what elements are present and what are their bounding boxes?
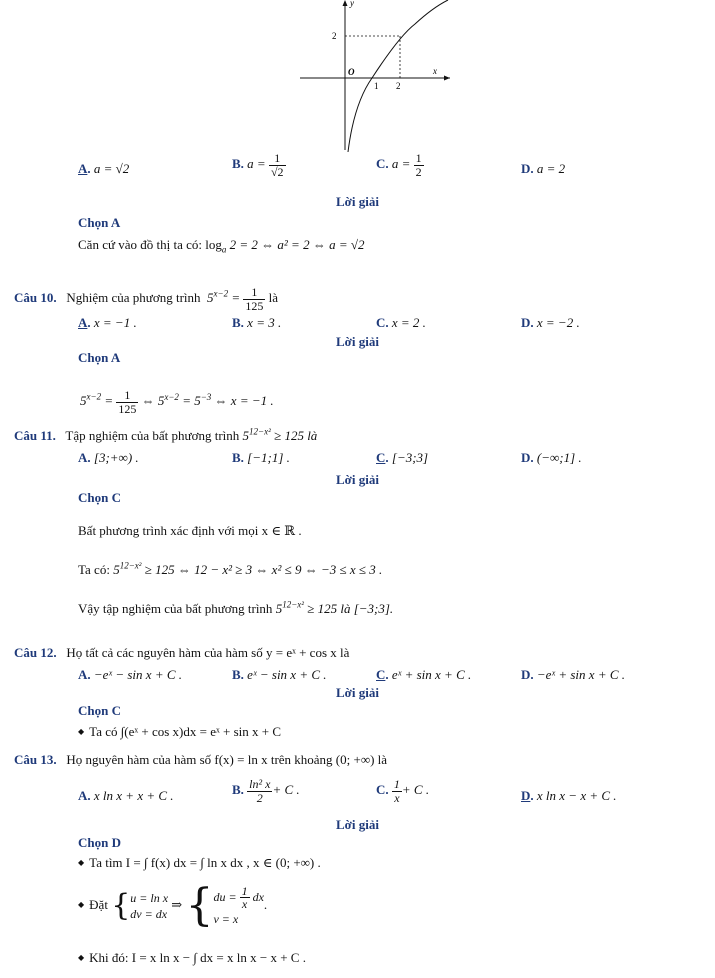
q11-line1: Bất phương trình xác định với mọi x ∈ ℝ . bbox=[78, 523, 302, 538]
q11-solution-title: Lời giải bbox=[336, 472, 379, 487]
q13-option-b[interactable]: B. $\frac{\text{ln² x}}{2}$ + C . bbox=[232, 777, 300, 805]
q10-option-a[interactable]: A. x = −1 . bbox=[78, 315, 137, 330]
q12-option-d[interactable]: D. −eˣ + sin x + C . bbox=[521, 667, 626, 682]
q9-solution-title: Lời giải bbox=[336, 194, 379, 209]
y-axis-label: y bbox=[350, 0, 354, 8]
origin-label: O bbox=[348, 67, 355, 77]
q13-substitution: ◆ Đặt {u = ln x dv = dx ⇒ {du = $\frac{1}{x}$ dx v = x. bbox=[78, 884, 267, 928]
q9-explain: Căn cứ vào đồ thị ta có: $\log_a 2 = 2$ ⇔ a² = 2 ⇔ a = √2 bbox=[78, 237, 365, 255]
x-tick-1: 1 bbox=[374, 81, 379, 91]
q12-choice: Chọn C bbox=[78, 703, 121, 718]
q10-solution-title: Lời giải bbox=[336, 334, 379, 349]
q11-option-b[interactable]: B. [−1;1] . bbox=[232, 450, 290, 465]
q10-option-d[interactable]: D. x = −2 . bbox=[521, 315, 580, 330]
q13-option-d[interactable]: D. x ln x − x + C . bbox=[521, 788, 617, 803]
q10-work: $5^{x-2}$ = $\frac{1}{125}$ ⇔ $5^{x-2} = 5^{-3}$ ⇔ x = −1 . bbox=[80, 388, 274, 416]
q9-option-c[interactable]: C. a = $\frac{1}{2}$ bbox=[376, 151, 422, 179]
q10-stem: Câu 10. Nghiệm của phương trình $5^{x-2}$ = $\frac{1}{125}$ là bbox=[14, 285, 279, 313]
q13-work1: ◆ Ta tìm I = ∫ f(x) dx = ∫ ln x dx , x ∈ (0; +∞) . bbox=[78, 855, 321, 871]
q12-solution-title: Lời giải bbox=[336, 685, 379, 700]
q10-option-c[interactable]: C. x = 2 . bbox=[376, 315, 426, 330]
log-curve bbox=[348, 0, 448, 152]
q13-choice: Chọn D bbox=[78, 835, 121, 850]
q11-option-c[interactable]: C. [−3;3] bbox=[376, 450, 429, 465]
logarithm-graph bbox=[290, 0, 460, 155]
q9-option-b[interactable]: B. a = $\frac{1}{√2}$ bbox=[232, 151, 284, 179]
x-tick-2: 2 bbox=[396, 81, 401, 91]
q9-option-a[interactable]: A. a = √2 bbox=[78, 161, 130, 176]
q12-option-a[interactable]: A. −eˣ − sin x + C . bbox=[78, 667, 183, 682]
q13-option-a[interactable]: A. x ln x + x + C . bbox=[78, 788, 174, 803]
q11-stem: Câu 11. Tập nghiệm của bất phương trình $5^{12-x^2} \ge 125$ là bbox=[14, 426, 318, 443]
q11-line3: Vậy tập nghiệm của bất phương trình $5^{12-x^2} \ge 125$ là [−3;3]. bbox=[78, 599, 394, 616]
q12-option-c[interactable]: C. eˣ + sin x + C . bbox=[376, 667, 472, 682]
x-axis-label: x bbox=[433, 66, 437, 76]
q9-choice: Chọn A bbox=[78, 215, 121, 230]
q13-stem: Câu 13. Họ nguyên hàm của hàm số f(x) = ln x trên khoảng (0; +∞) là bbox=[14, 752, 388, 767]
q12-stem: Câu 12. Họ tất cả các nguyên hàm của hàm số y = eˣ + cos x là bbox=[14, 645, 350, 660]
q11-option-d[interactable]: D. (−∞;1] . bbox=[521, 450, 582, 465]
q11-line2: Ta có: $5^{12-x^2} \ge 125$ ⇔ 12 − x² ≥ 3 ⇔ x² ≤ 9 ⇔ −3 ≤ x ≤ 3 . bbox=[78, 560, 383, 577]
q10-option-b[interactable]: B. x = 3 . bbox=[232, 315, 282, 330]
q9-option-d[interactable]: D. a = 2 bbox=[521, 161, 566, 176]
q11-option-a[interactable]: A. [3;+∞) . bbox=[78, 450, 139, 465]
q12-work: ◆ Ta có ∫(eˣ + cos x)dx = eˣ + sin x + C bbox=[78, 724, 281, 740]
q10-choice: Chọn A bbox=[78, 350, 121, 365]
q13-solution-title: Lời giải bbox=[336, 817, 379, 832]
y-tick-2: 2 bbox=[332, 31, 337, 41]
q13-option-c[interactable]: C. $\frac{1}{x}$ + C . bbox=[376, 777, 430, 805]
q13-work3: ◆ Khi đó: I = x ln x − ∫ dx = x ln x − x + C . bbox=[78, 950, 306, 966]
q11-choice: Chọn C bbox=[78, 490, 121, 505]
q12-option-b[interactable]: B. eˣ − sin x + C . bbox=[232, 667, 327, 682]
